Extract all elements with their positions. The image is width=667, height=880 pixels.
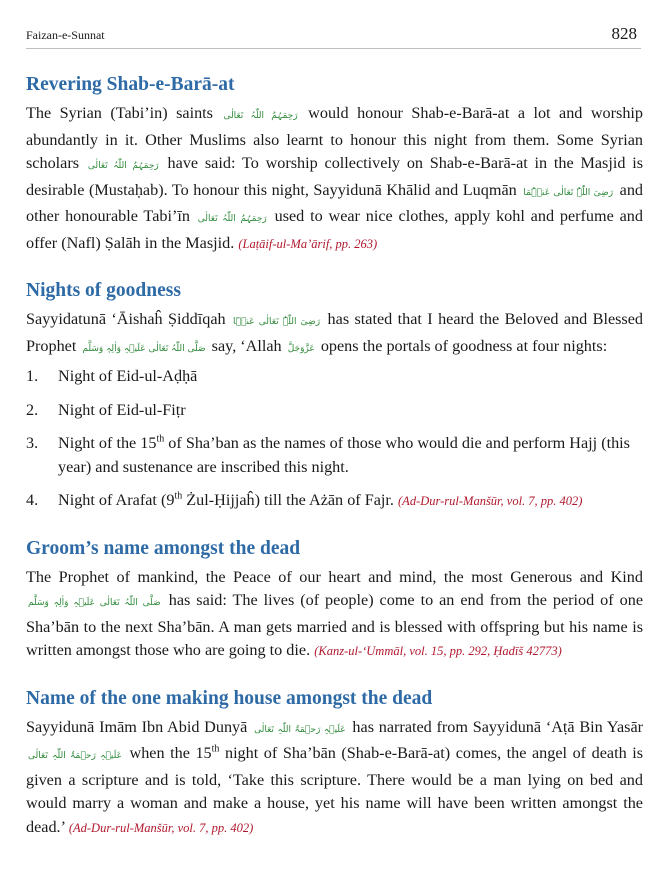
text-run: used to wear nice clothes, apply kohl and perfume and offer (Nafl) Ṣalāh in the Masjid.: [26, 207, 643, 252]
section-house-maker-name: [26, 686, 643, 841]
arabic-invocation: عَلَیۡہِ رَحۡمَۃُ اللّٰہِ تَعَالٰی: [28, 751, 122, 761]
list-item: [26, 399, 643, 423]
arabic-invocation: عَزَّوَجَلَّ: [287, 343, 315, 354]
list-text: Night of Eid-ul-Aḍḥā: [58, 367, 198, 385]
text-run: and other honourable Tabi’īn: [26, 180, 644, 225]
paragraph: [26, 102, 643, 256]
list-text: Żul-Ḥijjaĥ) till the Ażān of Fajr.: [182, 491, 394, 509]
list-text: Night of Eid-ul-Fiṭr: [58, 400, 186, 419]
superscript: th: [211, 743, 220, 755]
arabic-invocation: عَلَیۡہِ رَحۡمَۃُ اللّٰہِ تَعَالٰی: [254, 724, 346, 735]
list-number: 3.: [26, 434, 39, 452]
section-nights-of-goodness: [26, 278, 643, 514]
list-number: 2.: [26, 400, 39, 419]
list-text: Night of Arafat (9: [58, 491, 175, 509]
section-heading: Groom’s name amongst the dead: [26, 537, 301, 559]
list-text: Night of the 15: [58, 434, 157, 452]
text-run: when the 15: [129, 744, 212, 762]
superscript: th: [156, 433, 165, 445]
list-text: of Sha’ban as the names of those who would die and perform Hajj (this year) and sustenance are inscribed this night.: [58, 434, 630, 476]
arabic-invocation: صَلَّی اللّٰہُ تَعَالٰی عَلَیۡہِ وَاٰلِہٖ وَسَلَّم: [82, 343, 206, 354]
reference-citation: (Kanz-ul-‘Ummāl, vol. 15, pp. 292, Ḥadīš 42773): [314, 644, 562, 658]
text-run: has narrated from Sayyidunā ‘Aṭā Bin Yasār: [352, 717, 644, 736]
page-number: 828: [611, 24, 637, 43]
reference-citation: (Laṭāif-ul-Ma’ārif, pp. 263): [238, 236, 378, 251]
arabic-invocation: رَحِمَہُمُ اللّٰہُ تَعَالٰی: [87, 161, 159, 171]
superscript: th: [174, 490, 183, 502]
paragraph: [26, 716, 643, 841]
text-run: Sayyidatunā ‘Āishaĥ Ṣiddīqah: [26, 310, 226, 328]
page-content: [26, 72, 643, 862]
text-run: night of Sha’bān (Shab-e-Barā-at) comes, the angel of death is given a scripture and is told, ‘Take this scripture. There would be a man lying on bed and would marry a woman and make a house, yet his name will have been written amongst the dead.’: [26, 744, 644, 836]
text-run: have said: To worship collectively on Shab-e-Barā-at in the Masjid is desirable (Mustaḥab). To honour this night, Sayyidunā Khālid and Luqmān: [26, 154, 644, 199]
text-run: has said: The lives (of people) come to an end from the period of one Sha’bān to the next Sha’bān. A man gets married and is blessed with offspring but his name is written amongst those who are going to die.: [26, 591, 644, 659]
reference-citation: (Ad-Dur-rul-Manšūr, vol. 7, pp. 402): [68, 820, 254, 835]
paragraph: [26, 308, 643, 361]
text-run: The Syrian (Tabi’in) saints: [26, 104, 213, 122]
arabic-invocation: رَحِمَہُمُ اللّٰہُ تَعَالٰی: [197, 214, 267, 224]
arabic-invocation: رَضِیَ اللّٰہُ تَعَالٰی عَنۡہَا: [232, 317, 321, 327]
arabic-invocation: رَضِیَ اللّٰہُ تَعَالٰی عَنۡہُمَا: [523, 187, 614, 198]
arabic-invocation: صَلَّی اللّٰہُ تَعَالٰی عَلَیۡہِ وَاٰلِہٖ وَسَلَّم: [28, 598, 161, 608]
text-run: The Prophet of mankind, the Peace of our heart and mind, the most Generous and Kind: [26, 567, 643, 586]
paragraph: [26, 566, 643, 664]
list-item: [26, 365, 643, 389]
page-header: [26, 22, 641, 49]
text-run: has stated that I heard the Beloved and Blessed Prophet: [26, 310, 644, 355]
reference-citation: (Ad-Dur-rul-Manšūr, vol. 7, pp. 402): [398, 494, 583, 508]
list-item: [26, 489, 643, 514]
text-run: opens the portals of goodness at four nights:: [320, 336, 608, 355]
running-title: Faizan-e-Sunnat: [26, 28, 105, 42]
section-revering-shab-e-baraat: [26, 72, 643, 256]
list-number: 4.: [26, 491, 39, 509]
arabic-invocation: رَحِمَہُمُ اللّٰہُ تَعَالٰی: [223, 111, 298, 121]
section-grooms-name: [26, 536, 643, 664]
section-heading: Nights of goodness: [26, 280, 181, 301]
text-run: would honour Shab-e-Barā-at a lot and worship abundantly in it. Other Muslims also learnt to honour this night from them. Some Syrian scholars: [26, 104, 643, 172]
numbered-list: [26, 365, 643, 514]
text-run: say, ‘Allah: [211, 336, 282, 355]
list-item: [26, 432, 643, 479]
section-heading: Revering Shab-e-Barā-at: [26, 74, 235, 95]
list-number: 1.: [26, 367, 39, 385]
section-heading: Name of the one making house amongst the dead: [26, 687, 433, 709]
text-run: Sayyidunā Imām Ibn Abid Dunyā: [26, 717, 248, 736]
